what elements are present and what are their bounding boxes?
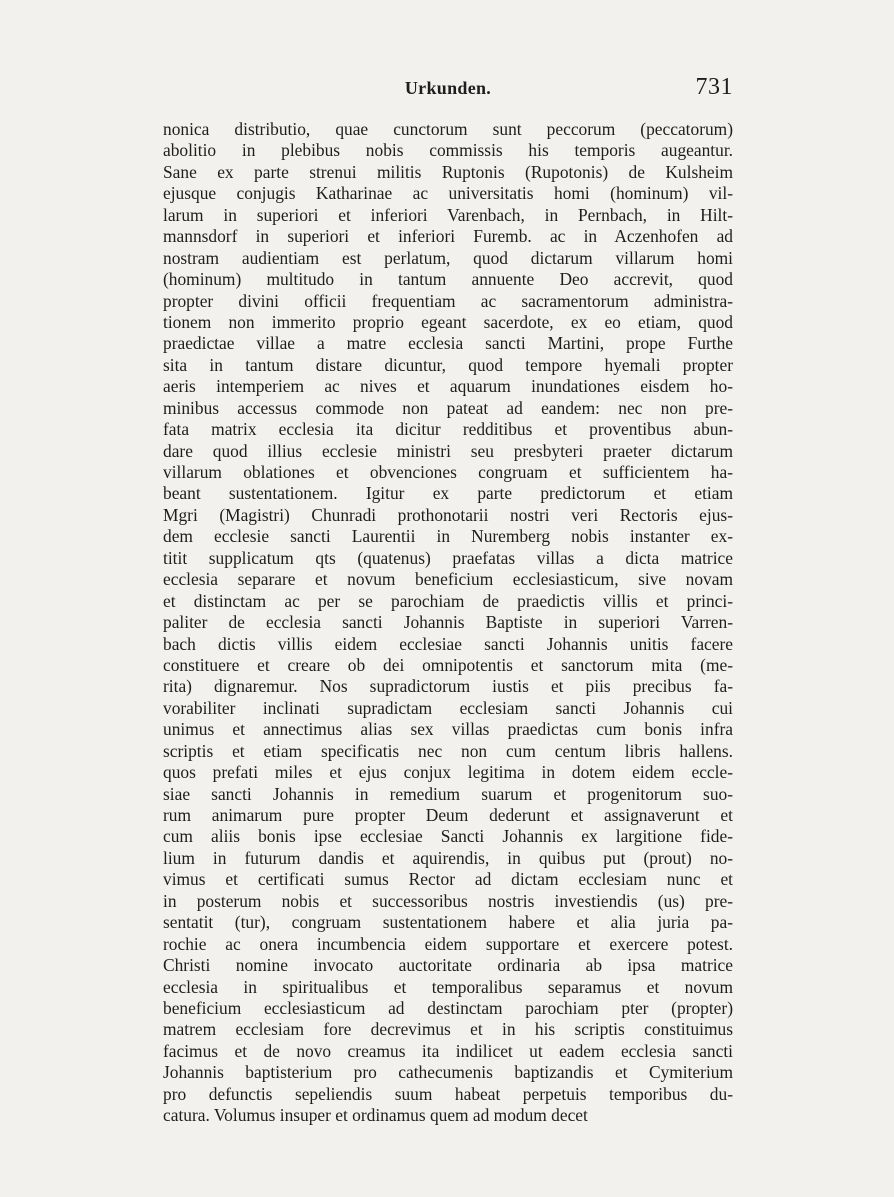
- text-line: minibus accessus commode non pateat ad eandem: nec non pre-: [163, 397, 733, 418]
- text-line: beant sustentationem. Igitur ex parte predictorum et etiam: [163, 483, 733, 504]
- text-line: scriptis et etiam specificatis nec non cum centum libris hallens.: [163, 740, 733, 761]
- text-line: larum in superiori et inferiori Varenbach, in Pernbach, in Hilt-: [163, 204, 733, 225]
- text-line: vorabiliter inclinati supradictam ecclesiam sancti Johannis cui: [163, 697, 733, 718]
- text-line: rochie ac onera incumbencia eidem supportare et exercere potest.: [163, 933, 733, 954]
- text-line: villarum oblationes et obvenciones congruam et sufficientem ha-: [163, 462, 733, 482]
- text-line: ecclesia in spiritualibus et temporalibus separamus et novum: [163, 976, 733, 997]
- text-line: ejusque conjugis Katharinae ac universitatis homi (hominum) vil-: [163, 183, 733, 204]
- text-line: sentatit (tur), congruam sustentationem habere et alia juria pa-: [163, 912, 733, 933]
- text-line: titit supplicatum qts (quatenus) praefatas villas a dicta matrice: [163, 547, 733, 568]
- text-line: Mgri (Magistri) Chunradi prothonotarii nostri veri Rectoris ejus-: [163, 504, 733, 525]
- body-text: [163, 119, 733, 1127]
- text-line: in posterum nobis et successoribus nostris investiendis (us) pre-: [163, 890, 733, 911]
- text-line: matrem ecclesiam fore decrevimus et in his scriptis constituimus: [163, 1019, 733, 1040]
- text-line: quos prefati miles et ejus conjux legitima in dotem eidem eccle-: [163, 762, 733, 783]
- text-line: paliter de ecclesia sancti Johannis Baptiste in superiori Varren-: [163, 612, 733, 633]
- text-line: (hominum) multitudo in tantum annuente Deo accrevit, quod: [163, 269, 733, 290]
- text-line: Christi nomine invocato auctoritate ordinaria ab ipsa matrice: [163, 955, 733, 976]
- text-line: fata matrix ecclesia ita dicitur redditibus et proventibus abun-: [163, 419, 733, 440]
- text-line: constituere et creare ob dei omnipotentis et sanctorum mita (me-: [163, 654, 733, 675]
- text-line: lium in futurum dandis et aquirendis, in quibus put (prout) no-: [163, 847, 733, 868]
- text-line: pro defunctis sepeliendis suum habeat perpetuis temporibus du-: [163, 1083, 733, 1104]
- text-line: rum animarum pure propter Deum dederunt et assignaverunt et: [163, 805, 733, 825]
- text-line: unimus et annectimus alias sex villas praedictas cum bonis infra: [163, 719, 733, 740]
- text-line: propter divini officii frequentiam ac sacramentorum administra-: [163, 290, 733, 311]
- text-line: et distinctam ac per se parochiam de praedictis villis et princi-: [163, 590, 733, 611]
- page-number: 731: [695, 74, 733, 100]
- text-line: siae sancti Johannis in remedium suarum et progenitorum suo-: [163, 783, 733, 804]
- text-line: nostram audientiam est perlatum, quod dictarum villarum homi: [163, 247, 733, 268]
- page-header: [163, 74, 733, 104]
- text-line: praedictae villae a matre ecclesia sancti Martini, prope Furthe: [163, 333, 733, 354]
- text-line: sita in tantum distare dicuntur, quod tempore hyemali propter: [163, 354, 733, 375]
- text-line: tionem non immerito proprio egeant sacerdote, ex eo etiam, quod: [163, 311, 733, 332]
- text-line: catura. Volumus insuper et ordinamus quem ad modum decet: [163, 1105, 588, 1126]
- text-line: abolitio in plebibus nobis commissis his temporis augeantur.: [163, 140, 733, 161]
- text-line: bach dictis villis eidem ecclesiae sancti Johannis unitis facere: [163, 633, 733, 654]
- text-line: dem ecclesie sancti Laurentii in Nuremberg nobis instanter ex-: [163, 526, 733, 547]
- text-line: mannsdorf in superiori et inferiori Furemb. ac in Aczenhofen ad: [163, 226, 733, 247]
- text-line: vimus et certificati sumus Rector ad dictam ecclesiam nunc et: [163, 869, 733, 890]
- running-title: Urkunden.: [404, 78, 492, 98]
- text-line: dare quod illius ecclesie ministri seu presbyteri praeter dictarum: [163, 440, 733, 461]
- text-line: beneficium ecclesiasticum ad destinctam parochiam pter (propter): [163, 997, 733, 1018]
- text-line: rita) dignaremur. Nos supradictorum iustis et piis precibus fa-: [163, 676, 733, 697]
- text-line: Johannis baptisterium pro cathecumenis baptizandis et Cymiterium: [163, 1062, 733, 1083]
- text-line: nonica distributio, quae cunctorum sunt peccorum (peccatorum): [163, 119, 733, 139]
- text-line: cum aliis bonis ipse ecclesiae Sancti Johannis ex largitione fide-: [163, 826, 733, 847]
- text-line: Sane ex parte strenui militis Ruptonis (Rupotonis) de Kulsheim: [163, 161, 733, 182]
- text-line: aeris intemperiem ac nives et aquarum inundationes eisdem ho-: [163, 376, 733, 397]
- text-line: ecclesia separare et novum beneficium ecclesiasticum, sive novam: [163, 569, 733, 590]
- text-line: facimus et de novo creamus ita indilicet ut eadem ecclesia sancti: [163, 1040, 733, 1061]
